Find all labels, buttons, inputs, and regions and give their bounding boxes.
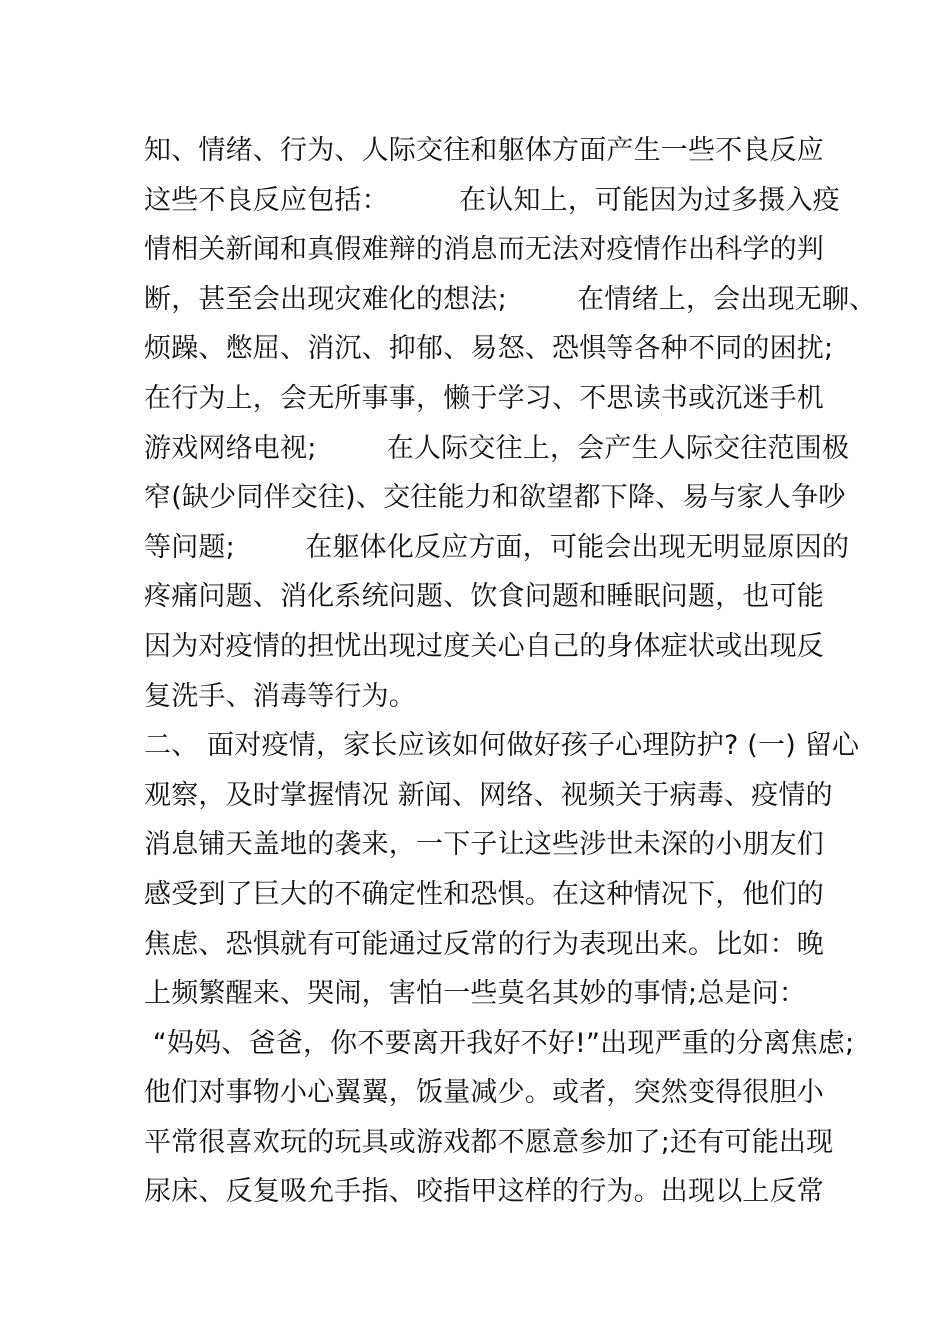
text-line: 等问题; 在躯体化反应方面，可能会出现无明显原因的 bbox=[144, 531, 850, 563]
text-line: “妈妈、爸爸，你不要离开我好不好!”出现严重的分离焦虑; bbox=[144, 1027, 855, 1059]
text-line: 情相关新闻和真假难辩的消息而无法对疫情作出科学的判 bbox=[144, 234, 824, 266]
text-line: 感受到了巨大的不确定性和恐惧。在这种情况下，他们的 bbox=[144, 878, 824, 910]
text-line: 窄(缺少同伴交往)、交往能力和欲望都下降、易与家人争吵 bbox=[144, 482, 846, 514]
text-line: 因为对疫情的担忧出现过度关心自己的身体症状或出现反 bbox=[144, 630, 824, 662]
text-line: 上频繁醒来、哭闹，害怕一些莫名其妙的事情;总是问： bbox=[144, 978, 807, 1010]
text-line: 平常很喜欢玩的玩具或游戏都不愿意参加了;还有可能出现 bbox=[144, 1126, 834, 1158]
section-heading-line: 二、 面对疫情，家长应该如何做好孩子心理防护? (一) 留心 bbox=[144, 730, 860, 762]
text-line: 观察，及时掌握情况 新闻、网络、视频关于病毒、疫情的 bbox=[144, 779, 833, 811]
text-line: 断，甚至会出现灾难化的想法; 在情绪上，会出现无聊、 bbox=[144, 283, 877, 315]
text-line: 他们对事物小心翼翼，饭量减少。或者，突然变得很胆小 bbox=[144, 1077, 824, 1109]
text-line: 这些不良反应包括： 在认知上，可能因为过多摄入疫 bbox=[144, 184, 840, 216]
text-line: 知、情绪、行为、人际交往和躯体方面产生一些不良反应 bbox=[144, 135, 824, 166]
text-line: 复洗手、消毒等行为。 bbox=[144, 680, 416, 712]
text-line: 尿床、反复吸允手指、咬指甲这样的行为。出现以上反常 bbox=[144, 1176, 824, 1208]
text-line: 烦躁、憋屈、消沉、抑郁、易怒、恐惧等各种不同的困扰; bbox=[144, 333, 834, 365]
text-line: 消息铺天盖地的袭来，一下子让这些涉世未深的小朋友们 bbox=[144, 829, 824, 861]
body-text bbox=[144, 126, 877, 1217]
text-line: 游戏网络电视; 在人际交往上，会产生人际交往范围极 bbox=[144, 432, 850, 464]
text-line: 在行为上，会无所事事，懒于学习、不思读书或沉迷手机 bbox=[144, 382, 824, 414]
text-line: 疼痛问题、消化系统问题、饮食问题和睡眠问题，也可能 bbox=[144, 581, 824, 613]
text-line: 焦虑、恐惧就有可能通过反常的行为表现出来。比如：晚 bbox=[144, 928, 824, 960]
